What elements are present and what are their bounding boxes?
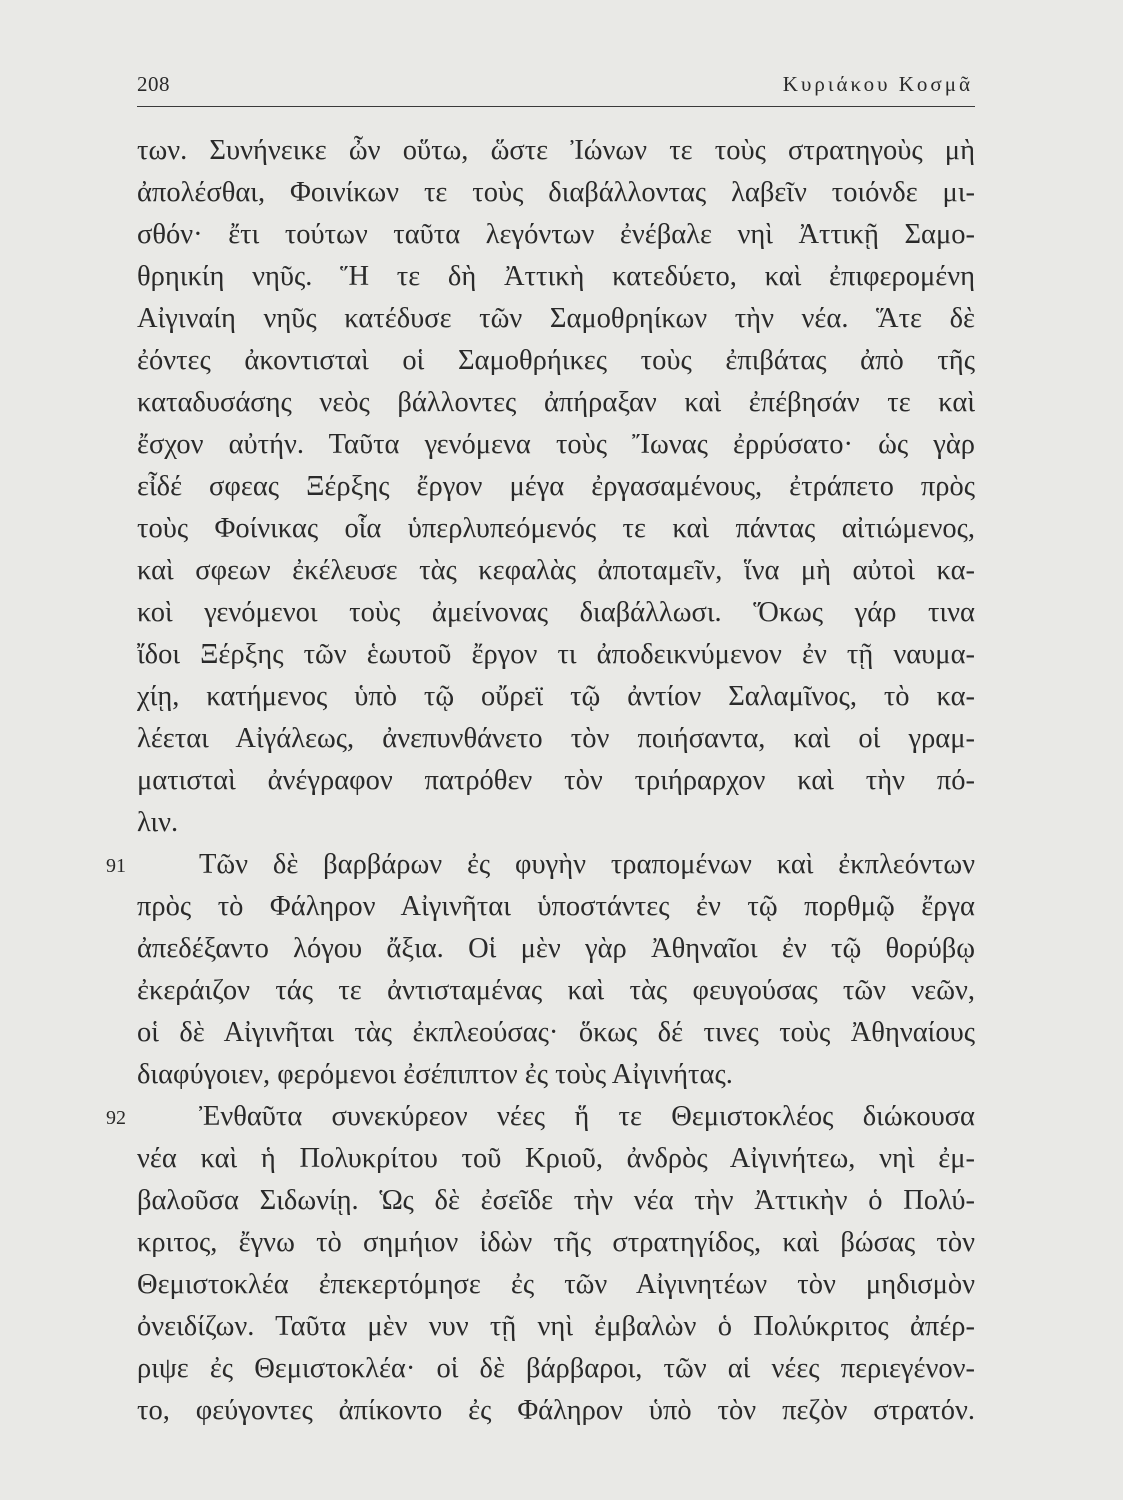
text-line: οἱ δὲ Αἰγινῆται τὰς ἐκπλεούσας· ὅκως δέ τινες τοὺς Ἀθηναίους bbox=[137, 1017, 975, 1048]
text-line: σθόν· ἔτι τούτων ταῦτα λεγόντων ἐνέβαλε νηὶ Ἀττικῇ Σαμο- bbox=[137, 219, 975, 250]
text-line: το, φεύγοντες ἀπίκοντο ἐς Φάληρον ὑπὸ τὸν πεζὸν στρατόν. bbox=[137, 1395, 975, 1426]
section-number: 91 bbox=[106, 855, 126, 877]
text-line: εἶδέ σφεας Ξέρξης ἔργον μέγα ἐργασαμένους, ἐτράπετο πρὸς bbox=[137, 471, 975, 502]
text-line: ριψε ἐς Θεμιστοκλέα· οἱ δὲ βάρβαροι, τῶν αἱ νέες περιεγένον- bbox=[137, 1353, 975, 1384]
page-number: 208 bbox=[137, 72, 170, 96]
text-line: ματισταὶ ἀνέγραφον πατρόθεν τὸν τριήραρχον καὶ τὴν πό- bbox=[137, 765, 975, 796]
text-line: των. Συνήνεικε ὦν οὕτω, ὥστε Ἰώνων τε τοὺς στρατηγοὺς μὴ bbox=[137, 135, 975, 166]
text-line: Ἐνθαῦτα συνεκύρεον νέες ἥ τε Θεμιστοκλέος διώκουσα bbox=[199, 1101, 975, 1132]
text-line: νέα καὶ ἡ Πολυκρίτου τοῦ Κριοῦ, ἀνδρὸς Αἰγινήτεω, νηὶ ἐμ- bbox=[137, 1143, 975, 1174]
text-line: τοὺς Φοίνικας οἷα ὑπερλυπεόμενός τε καὶ πάντας αἰτιώμενος, bbox=[137, 513, 975, 544]
running-head bbox=[137, 72, 975, 107]
text-line: διαφύγοιεν, φερόμενοι ἐσέπιπτον ἐς τοὺς Αἰγινήτας. bbox=[137, 1059, 733, 1090]
text-line: κριτος, ἔγνω τὸ σημήιον ἰδὼν τῆς στρατηγίδος, καὶ βώσας τὸν bbox=[137, 1227, 975, 1258]
text-line: ἐόντες ἀκοντισταὶ οἱ Σαμοθρήικες τοὺς ἐπιβάτας ἀπὸ τῆς bbox=[137, 345, 975, 376]
running-title: Κυριάκου Κοσμᾶ bbox=[782, 72, 973, 96]
text-line: Τῶν δὲ βαρβάρων ἐς φυγὴν τραπομένων καὶ ἐκπλεόντων bbox=[199, 849, 975, 880]
text-line: ἀπεδέξαντο λόγου ἄξια. Οἱ μὲν γὰρ Ἀθηναῖοι ἐν τῷ θορύβῳ bbox=[137, 933, 975, 964]
text-line: ἴδοι Ξέρξης τῶν ἑωυτοῦ ἔργον τι ἀποδεικνύμενον ἐν τῇ ναυμα- bbox=[137, 639, 975, 670]
text-line: Θεμιστοκλέα ἐπεκερτόμησε ἐς τῶν Αἰγινητέων τὸν μηδισμὸν bbox=[137, 1269, 975, 1300]
text-line: κοὶ γενόμενοι τοὺς ἀμείνονας διαβάλλωσι. Ὅκως γάρ τινα bbox=[137, 597, 975, 628]
text-line: λιν. bbox=[137, 807, 179, 838]
text-line: θρηικίη νηῦς. Ἥ τε δὴ Ἀττικὴ κατεδύετο, καὶ ἐπιφερομένη bbox=[137, 261, 975, 292]
text-line: ὀνειδίζων. Ταῦτα μὲν νυν τῇ νηὶ ἐμβαλὼν ὁ Πολύκριτος ἀπέρ- bbox=[137, 1311, 975, 1342]
text-line: χίῃ, κατήμενος ὑπὸ τῷ οὔρεϊ τῷ ἀντίον Σαλαμῖνος, τὸ κα- bbox=[137, 681, 975, 712]
text-line: ἀπολέσθαι, Φοινίκων τε τοὺς διαβάλλοντας λαβεῖν τοιόνδε μι- bbox=[137, 177, 975, 208]
text-line: καὶ σφεων ἐκέλευσε τὰς κεφαλὰς ἀποταμεῖν, ἵνα μὴ αὐτοὶ κα- bbox=[137, 555, 975, 586]
text-line: ἐκεράιζον τάς τε ἀντισταμένας καὶ τὰς φευγούσας τῶν νεῶν, bbox=[137, 975, 975, 1006]
text-line: πρὸς τὸ Φάληρον Αἰγινῆται ὑποστάντες ἐν τῷ πορθμῷ ἔργα bbox=[137, 891, 975, 922]
text-line: Αἰγιναίη νηῦς κατέδυσε τῶν Σαμοθρηίκων τὴν νέα. Ἅτε δὲ bbox=[137, 303, 975, 334]
text-line: λέεται Αἰγάλεως, ἀνεπυνθάνετο τὸν ποιήσαντα, καὶ οἱ γραμ- bbox=[137, 723, 975, 754]
text-line: καταδυσάσης νεὸς βάλλοντες ἀπήραξαν καὶ ἐπέβησάν τε καὶ bbox=[137, 387, 975, 418]
text-line: ἔσχον αὐτήν. Ταῦτα γενόμενα τοὺς Ἴωνας ἐρρύσατο· ὡς γὰρ bbox=[137, 429, 975, 460]
section-number: 92 bbox=[106, 1107, 126, 1129]
text-line: βαλοῦσα Σιδωνίῃ. Ὡς δὲ ἐσεῖδε τὴν νέα τὴν Ἀττικὴν ὁ Πολύ- bbox=[137, 1185, 975, 1216]
